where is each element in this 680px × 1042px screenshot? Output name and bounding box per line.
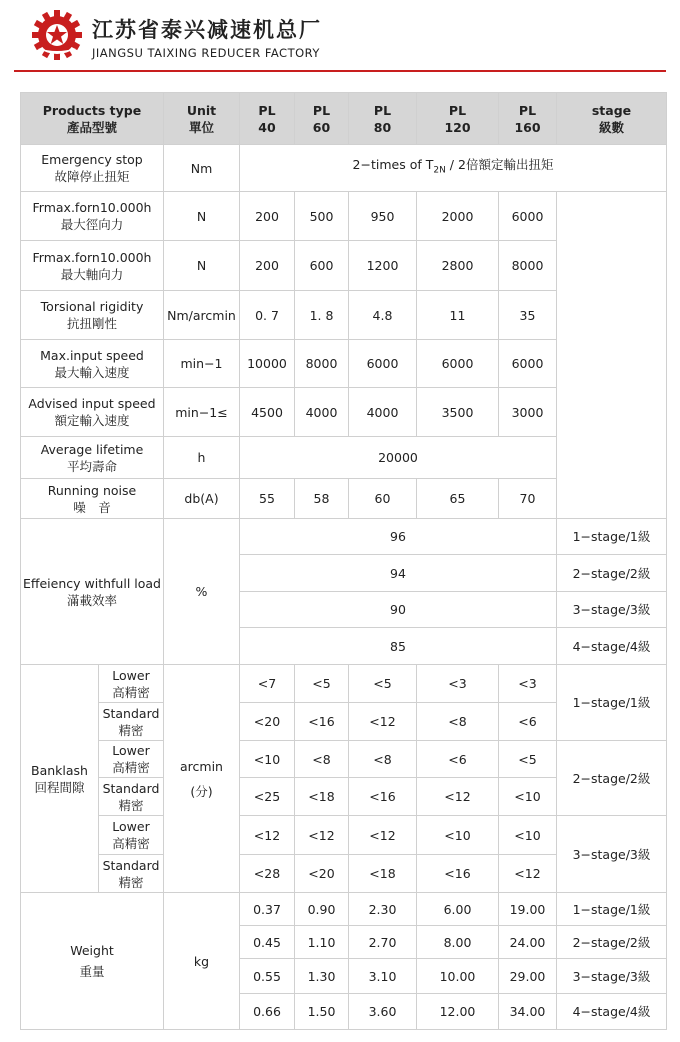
table-cell: 0.55 [240, 959, 295, 994]
row-label: Emergency stop 故障停止扭矩 [21, 145, 164, 192]
table-cell: <28 [240, 855, 295, 893]
precision-label: Standard 精密 [99, 778, 164, 816]
table-cell: 6000 [499, 340, 557, 388]
row-label: Max.input speed 最大輸入速度 [21, 340, 164, 388]
table-cell: <6 [499, 703, 557, 741]
stage-cell: 3−stage/3級 [557, 816, 667, 893]
table-cell: 1.10 [295, 926, 349, 959]
table-cell: <6 [417, 741, 499, 778]
header-divider [14, 70, 666, 72]
table-cell: <3 [417, 665, 499, 703]
table-cell: <8 [349, 741, 417, 778]
table-row [21, 816, 667, 855]
table-cell: 11 [417, 291, 499, 340]
table-cell: 90 [240, 592, 557, 628]
table-cell: 3000 [499, 388, 557, 437]
stage-cell: 1−stage/1級 [557, 519, 667, 555]
table-cell: <12 [295, 816, 349, 855]
stage-cell: 2−stage/2級 [557, 926, 667, 959]
table-cell: 0.45 [240, 926, 295, 959]
table-cell: <25 [240, 778, 295, 816]
stage-header: stage 級數 [557, 93, 667, 145]
table-cell: 20000 [240, 437, 557, 479]
table-cell: <10 [240, 741, 295, 778]
table-cell: 3.60 [349, 994, 417, 1030]
table-cell: 4000 [295, 388, 349, 437]
table-cell: <20 [295, 855, 349, 893]
table-cell: 24.00 [499, 926, 557, 959]
table-row [21, 665, 667, 703]
table-cell: 1. 8 [295, 291, 349, 340]
table-cell: 1.30 [295, 959, 349, 994]
row-label: Torsional rigidity 抗扭剛性 [21, 291, 164, 340]
table-cell: 6000 [499, 192, 557, 241]
model-header-pl40: PL 40 [240, 93, 295, 145]
spec-table [20, 92, 667, 1030]
products-type-header: Products type 產品型號 [21, 93, 164, 145]
table-row [21, 519, 667, 555]
table-cell: <10 [499, 778, 557, 816]
table-cell: 65 [417, 479, 499, 519]
table-cell: 0.90 [295, 893, 349, 926]
row-label: Frmax.forn10.000h 最大徑向力 [21, 192, 164, 241]
emergency-stop-value: 2−times of $T_{2N} / 2$倍額定輸出扭矩 [240, 145, 667, 192]
table-cell: <12 [349, 703, 417, 741]
table-cell: 3500 [417, 388, 499, 437]
row-unit: kg [164, 893, 240, 1030]
table-cell: 6000 [417, 340, 499, 388]
company-name-en: JIANGSU TAIXING REDUCER FACTORY [92, 46, 320, 60]
table-cell: <10 [417, 816, 499, 855]
row-unit: db(A) [164, 479, 240, 519]
table-cell: 8000 [295, 340, 349, 388]
table-cell: 2.70 [349, 926, 417, 959]
table-row [21, 192, 667, 241]
table-cell: 6.00 [417, 893, 499, 926]
precision-label: Standard 精密 [99, 855, 164, 893]
table-cell: 94 [240, 555, 557, 592]
row-label: Weight 重量 [21, 893, 164, 1030]
precision-label: Lower 高精密 [99, 665, 164, 703]
table-cell: 6000 [349, 340, 417, 388]
model-header-pl120: PL 120 [417, 93, 499, 145]
table-cell: 200 [240, 192, 295, 241]
row-unit: Nm [164, 145, 240, 192]
table-cell: 58 [295, 479, 349, 519]
table-cell: 35 [499, 291, 557, 340]
row-label: Advised input speed 額定輸入速度 [21, 388, 164, 437]
model-header-pl80: PL 80 [349, 93, 417, 145]
table-cell: 4.8 [349, 291, 417, 340]
table-row [21, 893, 667, 926]
table-cell: 10.00 [417, 959, 499, 994]
row-unit: min−1 [164, 340, 240, 388]
table-cell: 2.30 [349, 893, 417, 926]
row-label: Effeiency withfull load 滿載效率 [21, 519, 164, 665]
table-cell: <5 [295, 665, 349, 703]
table-cell: <7 [240, 665, 295, 703]
company-name-cn: 江苏省泰兴减速机总厂 [92, 18, 322, 42]
stage-cell: 3−stage/3級 [557, 592, 667, 628]
table-cell: 3.10 [349, 959, 417, 994]
row-unit: % [164, 519, 240, 665]
stage-empty-cell [557, 192, 667, 519]
stage-cell: 2−stage/2級 [557, 555, 667, 592]
stage-cell: 3−stage/3級 [557, 959, 667, 994]
table-cell: <5 [499, 741, 557, 778]
table-cell: <5 [349, 665, 417, 703]
stage-cell: 4−stage/4級 [557, 994, 667, 1030]
stage-cell: 4−stage/4級 [557, 628, 667, 665]
table-cell: 4000 [349, 388, 417, 437]
precision-label: Standard 精密 [99, 703, 164, 741]
model-header-pl160: PL 160 [499, 93, 557, 145]
table-cell: 4500 [240, 388, 295, 437]
table-cell: 85 [240, 628, 557, 665]
table-cell: 1200 [349, 241, 417, 291]
table-header-row [21, 93, 667, 145]
table-cell: <12 [499, 855, 557, 893]
row-unit: min−1≤ [164, 388, 240, 437]
stage-cell: 1−stage/1級 [557, 893, 667, 926]
table-cell: 1.50 [295, 994, 349, 1030]
row-unit: h [164, 437, 240, 479]
row-unit: N [164, 192, 240, 241]
table-cell: <8 [417, 703, 499, 741]
table-cell: <18 [295, 778, 349, 816]
table-cell: 29.00 [499, 959, 557, 994]
row-unit: Nm/arcmin [164, 291, 240, 340]
model-header-pl60: PL 60 [295, 93, 349, 145]
table-cell: <16 [349, 778, 417, 816]
stage-cell: 2−stage/2級 [557, 741, 667, 816]
table-cell: <3 [499, 665, 557, 703]
stage-cell: 1−stage/1級 [557, 665, 667, 741]
table-cell: <16 [417, 855, 499, 893]
table-cell: 96 [240, 519, 557, 555]
row-label: Banklash 回程間隙 [21, 665, 99, 893]
table-cell: <18 [349, 855, 417, 893]
table-cell: 19.00 [499, 893, 557, 926]
table-cell: <16 [295, 703, 349, 741]
table-cell: 500 [295, 192, 349, 241]
table-cell: 55 [240, 479, 295, 519]
table-cell: <12 [240, 816, 295, 855]
row-unit: N [164, 241, 240, 291]
page-header [0, 0, 680, 72]
precision-label: Lower 高精密 [99, 816, 164, 855]
table-cell: 0.37 [240, 893, 295, 926]
table-cell: 8.00 [417, 926, 499, 959]
unit-header: Unit 單位 [164, 93, 240, 145]
table-cell: 2800 [417, 241, 499, 291]
table-row [21, 741, 667, 778]
table-cell: 600 [295, 241, 349, 291]
table-cell: <20 [240, 703, 295, 741]
table-cell: 60 [349, 479, 417, 519]
table-row [21, 145, 667, 192]
row-label: Frmax.forn10.000h 最大軸向力 [21, 241, 164, 291]
row-label: Average lifetime 平均壽命 [21, 437, 164, 479]
row-unit: arcmin (分) [164, 665, 240, 893]
precision-label: Lower 高精密 [99, 741, 164, 778]
table-cell: 2000 [417, 192, 499, 241]
table-cell: 70 [499, 479, 557, 519]
table-cell: 8000 [499, 241, 557, 291]
table-cell: 0. 7 [240, 291, 295, 340]
table-cell: 10000 [240, 340, 295, 388]
table-cell: <12 [417, 778, 499, 816]
table-cell: 34.00 [499, 994, 557, 1030]
gear-star-logo-icon [30, 8, 84, 62]
table-cell: <10 [499, 816, 557, 855]
table-cell: 950 [349, 192, 417, 241]
table-cell: 200 [240, 241, 295, 291]
row-label: Running noise 噪 音 [21, 479, 164, 519]
table-cell: 0.66 [240, 994, 295, 1030]
table-cell: 12.00 [417, 994, 499, 1030]
table-cell: <8 [295, 741, 349, 778]
table-cell: <12 [349, 816, 417, 855]
